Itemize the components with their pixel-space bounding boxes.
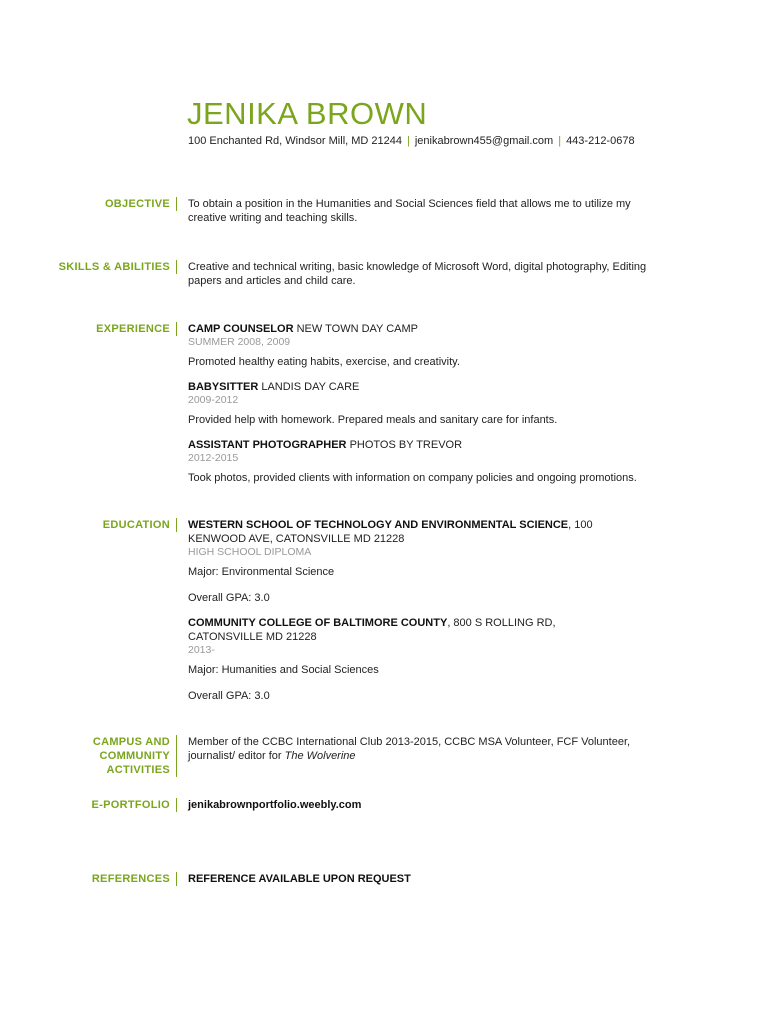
section-label: E-PORTFOLIO — [91, 799, 170, 811]
contact-line — [188, 134, 638, 148]
section-label: SKILLS & ABILITIES — [58, 261, 170, 273]
address: 100 Enchanted Rd, Windsor Mill, MD 21244 — [188, 135, 402, 147]
divider — [176, 798, 177, 812]
divider — [176, 735, 177, 777]
employer: NEW TOWN DAY CAMP — [296, 323, 419, 335]
gpa: Overall GPA: 3.0 — [188, 592, 270, 604]
major: Major: Humanities and Social Sciences — [188, 664, 379, 676]
references-text: REFERENCE AVAILABLE UPON REQUEST — [188, 873, 411, 885]
section-label: EXPERIENCE — [96, 323, 170, 335]
divider — [176, 260, 177, 274]
education-item — [188, 518, 628, 605]
experience-item — [188, 380, 658, 427]
divider — [176, 197, 177, 211]
publication-name: The Wolverine — [284, 750, 356, 762]
major: Major: Environmental Science — [188, 566, 335, 578]
school-name: COMMUNITY COLLEGE OF BALTIMORE COUNTY — [188, 617, 448, 629]
experience-item — [188, 438, 658, 485]
portfolio-link[interactable]: jenikabrownportfolio.weebly.com — [188, 799, 362, 811]
degree: 2013- — [188, 644, 215, 656]
job-title: CAMP COUNSELOR — [188, 323, 294, 335]
education-list — [188, 518, 628, 703]
employer: PHOTOS BY TREVOR — [349, 439, 463, 451]
job-title: BABYSITTER — [188, 381, 259, 393]
divider — [176, 872, 177, 886]
skills-text: Creative and technical writing, basic knowledge of Microsoft Word, digital photography, Editing papers and articles and child care. — [188, 261, 647, 287]
section-label: REFERENCES — [91, 873, 170, 885]
school-address: , 100 KENWOOD AVE, CATONSVILLE MD 21228 — [188, 519, 593, 545]
section-label: CAMPUS AND COMMUNITY ACTIVITIES — [92, 736, 170, 776]
job-date: 2009-2012 — [188, 394, 239, 406]
email[interactable]: jenikabrown455@gmail.com — [414, 135, 554, 147]
job-description: Took photos, provided clients with information on company policies and ongoing promotions. — [188, 472, 637, 484]
education-item — [188, 616, 628, 703]
divider — [176, 322, 177, 336]
objective-text: To obtain a position in the Humanities and Social Sciences field that allows me to utilize my creative writing and teaching skills. — [188, 198, 631, 224]
employer: LANDIS DAY CARE — [261, 381, 360, 393]
job-description: Promoted healthy eating habits, exercise, and creativity. — [188, 356, 460, 368]
divider — [176, 518, 177, 532]
degree: HIGH SCHOOL DIPLOMA — [188, 546, 312, 558]
separator: | — [407, 135, 410, 147]
experience-item — [188, 322, 658, 369]
candidate-name: JENIKA BROWN — [187, 96, 428, 131]
job-title: ASSISTANT PHOTOGRAPHER — [188, 439, 347, 451]
phone: 443-212-0678 — [566, 135, 635, 147]
school-name: WESTERN SCHOOL OF TECHNOLOGY AND ENVIRONMENTAL SCIENCE — [188, 519, 569, 531]
gpa: Overall GPA: 3.0 — [188, 690, 270, 702]
separator: | — [558, 135, 562, 147]
school-address: , 800 S ROLLING RD, CATONSVILLE MD 21228 — [188, 617, 556, 643]
experience-list — [188, 322, 658, 493]
activities-text: Member of the CCBC International Club 2013-2015, CCBC MSA Volunteer, FCF Volunteer, journalist/ editor for The Wolverine — [188, 736, 631, 762]
job-description: Provided help with homework. Prepared meals and sanitary care for infants. — [188, 414, 558, 426]
job-date: 2012-2015 — [188, 452, 239, 464]
job-date: SUMMER 2008, 2009 — [188, 336, 291, 348]
section-label: OBJECTIVE — [104, 198, 170, 210]
section-label: EDUCATION — [102, 519, 170, 531]
